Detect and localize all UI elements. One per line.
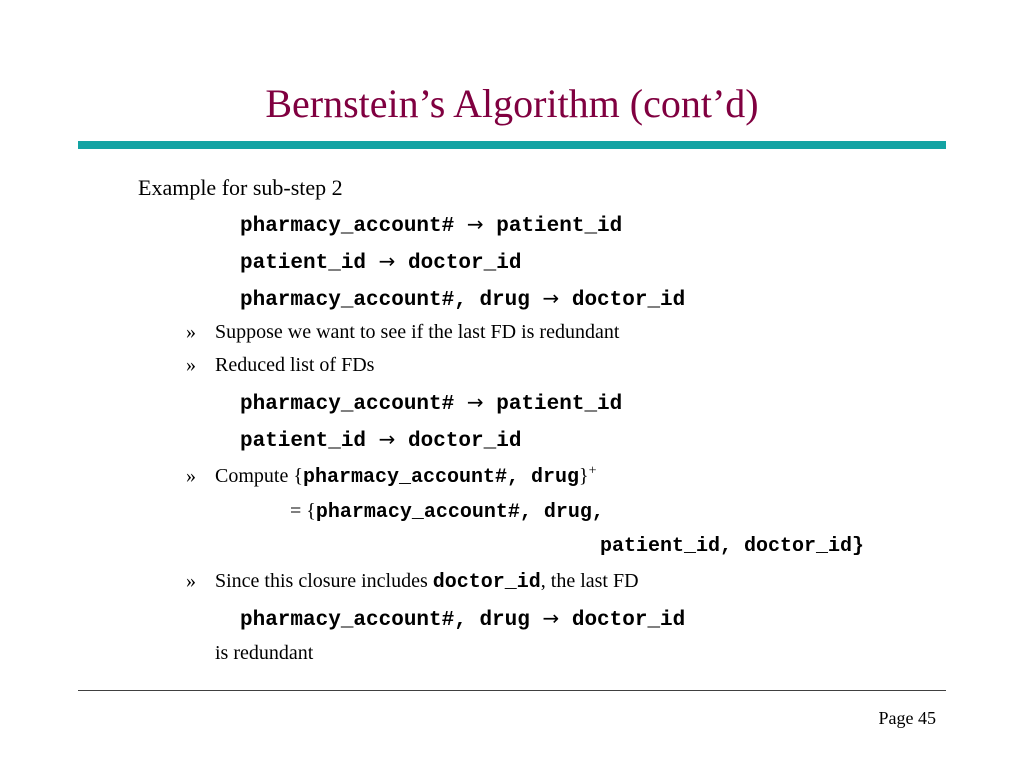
bullet-compute bbox=[215, 461, 597, 493]
fd-lhs: patient_id bbox=[240, 430, 367, 453]
compute-suffix: } bbox=[578, 465, 589, 487]
fd-lhs: pharmacy_account#, drug bbox=[240, 289, 530, 312]
fd-rhs: patient_id bbox=[496, 215, 623, 238]
compute-attrs: pharmacy_account#, drug bbox=[302, 466, 579, 489]
since-suffix: , the last FD bbox=[540, 570, 639, 592]
closure-attrs-2: patient_id, doctor_id} bbox=[600, 535, 865, 558]
fd-lhs: pharmacy_account# bbox=[240, 393, 455, 416]
fd-rhs: doctor_id bbox=[571, 609, 686, 632]
footer-divider bbox=[78, 690, 946, 691]
fd-rhs: doctor_id bbox=[408, 430, 522, 453]
arrow-icon: → bbox=[466, 212, 484, 236]
closure-line-1 bbox=[290, 496, 604, 528]
bullet-marker: » bbox=[186, 321, 196, 343]
arrow-icon: → bbox=[378, 427, 396, 451]
bullet-reduced-list: Reduced list of FDs bbox=[215, 354, 375, 376]
bullet-suppose: Suppose we want to see if the last FD is redundant bbox=[215, 321, 620, 343]
closure-prefix: = { bbox=[290, 500, 316, 522]
fd-lhs: pharmacy_account# bbox=[240, 215, 455, 238]
fd-lhs: pharmacy_account#, drug bbox=[240, 609, 530, 632]
title-divider bbox=[78, 141, 946, 149]
arrow-icon: → bbox=[542, 286, 560, 310]
bullet-since bbox=[215, 566, 639, 598]
reduced-fd-line-1 bbox=[240, 387, 622, 420]
arrow-icon: → bbox=[466, 390, 484, 414]
closure-attrs-1: pharmacy_account#, drug, bbox=[315, 501, 604, 524]
fd-lhs: patient_id bbox=[240, 252, 367, 275]
fd-line-2 bbox=[240, 246, 521, 279]
fd-rhs: doctor_id bbox=[408, 252, 522, 275]
intro-text: Example for sub-step 2 bbox=[138, 175, 343, 200]
bullet-marker: » bbox=[186, 465, 196, 487]
redundant-fd-line bbox=[240, 603, 685, 636]
reduced-fd-line-2 bbox=[240, 424, 521, 457]
arrow-icon: → bbox=[542, 606, 560, 630]
bullet-marker: » bbox=[186, 354, 196, 376]
since-prefix: Since this closure includes bbox=[215, 570, 433, 592]
fd-rhs: doctor_id bbox=[571, 289, 686, 312]
conclusion-text: is redundant bbox=[215, 642, 314, 664]
fd-line-3 bbox=[240, 283, 685, 316]
since-code: doctor_id bbox=[432, 571, 541, 594]
closure-plus: + bbox=[588, 463, 597, 479]
arrow-icon: → bbox=[378, 249, 396, 273]
slide-title: Bernstein’s Algorithm (cont’d) bbox=[265, 81, 759, 126]
fd-line-1 bbox=[240, 209, 622, 242]
bullet-marker: » bbox=[186, 570, 196, 592]
compute-prefix: Compute { bbox=[215, 465, 303, 487]
fd-rhs: patient_id bbox=[496, 393, 623, 416]
page-number: Page 45 bbox=[878, 708, 936, 728]
